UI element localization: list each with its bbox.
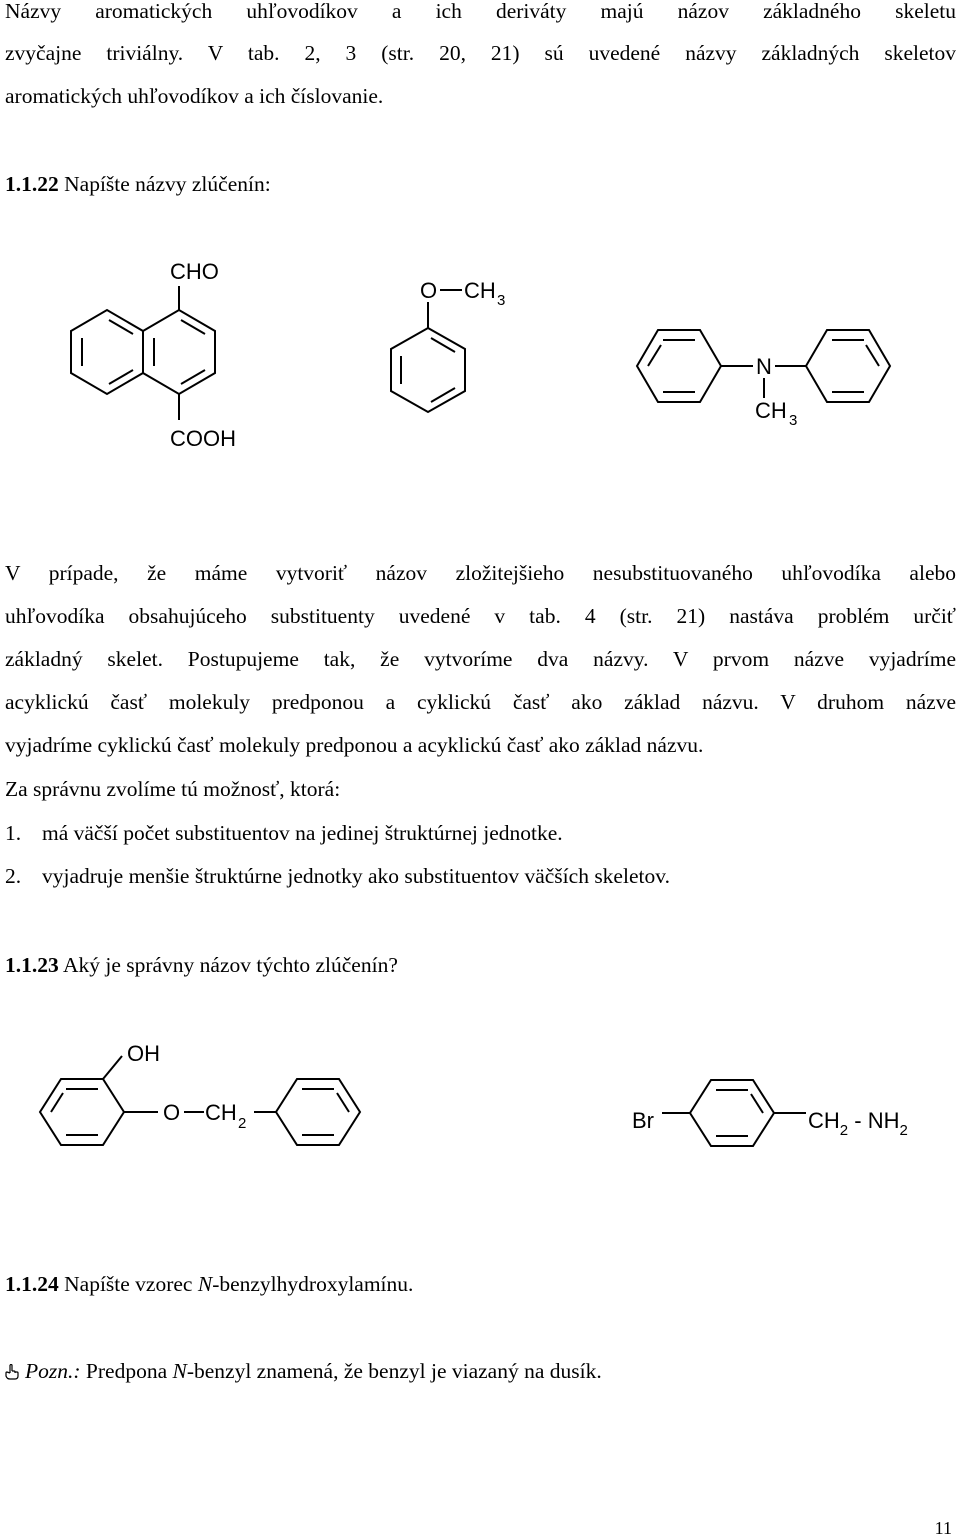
task-text: Napíšte názvy zlúčenín: xyxy=(58,172,271,196)
methylene-label: CH xyxy=(205,1100,237,1125)
anisole-methyl-label: CH xyxy=(464,278,496,303)
task-text: Aký je správny názov týchto zlúčenín? xyxy=(58,953,398,977)
task-text-before: Napíšte vzorec xyxy=(58,1272,198,1296)
rule-number: 2. xyxy=(5,864,22,888)
explanation-line-1: V prípade, že máme vytvoriť názov zložitejšieho nesubstituovaného uhľovodíka alebo xyxy=(5,561,956,585)
task-text-italic: N xyxy=(197,1272,213,1296)
note-line xyxy=(5,1361,956,1382)
rule-text: vyjadruje menšie štruktúrne jednotky ako substituentov väčších skeletov. xyxy=(42,864,670,888)
amine-methyl-label: CH xyxy=(755,398,787,423)
task-number: 1.1.22 xyxy=(5,172,59,196)
bromine-label: Br xyxy=(632,1108,654,1133)
anisole-methyl-subscript: 3 xyxy=(497,292,506,309)
explanation-line-6: Za správnu zvolíme tú možnosť, ktorá: xyxy=(5,777,341,801)
benzyl-methylene-label: $CH_2 - NH_2$ xyxy=(808,1108,908,1139)
explanation-line-4: acyklickú časť molekuly predponou a cyklickú časť ako základ názvu. V druhom názve xyxy=(5,690,956,714)
anisole-oxygen-label: O xyxy=(420,278,438,303)
ether-oxygen-label: O xyxy=(163,1100,181,1125)
explanation-line-2: uhľovodíka obsahujúceho substituenty uvedené v tab. 4 (str. 21) nastáva problém určiť xyxy=(5,604,956,628)
rule-number: 1. xyxy=(5,821,22,845)
task-number: 1.1.23 xyxy=(5,953,59,977)
explanation-line-3: základný skelet. Postupujeme tak, že vytvoríme dva názvy. V prvom názve vyjadríme xyxy=(5,647,956,671)
rule-text: má väčší počet substituentov na jedinej štruktúrnej jednotke. xyxy=(42,821,563,845)
explanation-line-5: vyjadríme cyklickú časť molekuly predponou a acyklickú časť ako základ názvu. xyxy=(5,733,704,757)
hydroxyl-label: OH xyxy=(127,1041,160,1066)
task-number: 1.1.24 xyxy=(5,1272,59,1296)
cho-group-label: CHO xyxy=(170,259,219,284)
intro-line-1: Názvy aromatických uhľovodíkov a ich deriváty majú názov základného skeletu xyxy=(5,0,956,23)
intro-line-3: aromatických uhľovodíkov a ich číslovanie. xyxy=(5,84,384,108)
note-text-before: Predpona xyxy=(80,1359,173,1383)
cooh-group-label: COOH xyxy=(170,426,236,451)
page-number: 11 xyxy=(934,1518,952,1538)
note-text-italic: N xyxy=(172,1359,187,1383)
methylene-subscript: 2 xyxy=(238,1115,247,1132)
task-124-heading xyxy=(5,1274,956,1295)
pointing-hand-icon xyxy=(5,1363,19,1379)
amine-methyl-subscript: 3 xyxy=(789,412,798,429)
note-label: Pozn.: xyxy=(25,1359,81,1383)
note-text-after: -benzyl znamená, že benzyl je viazaný na dusík. xyxy=(186,1359,602,1383)
amine-nitrogen-label: N xyxy=(756,354,772,379)
task-text-after: -benzylhydroxylamínu. xyxy=(212,1272,414,1296)
intro-line-2: zvyčajne triviálny. V tab. 2, 3 (str. 20, 21) sú uvedené názvy základných skeletov xyxy=(5,41,956,65)
